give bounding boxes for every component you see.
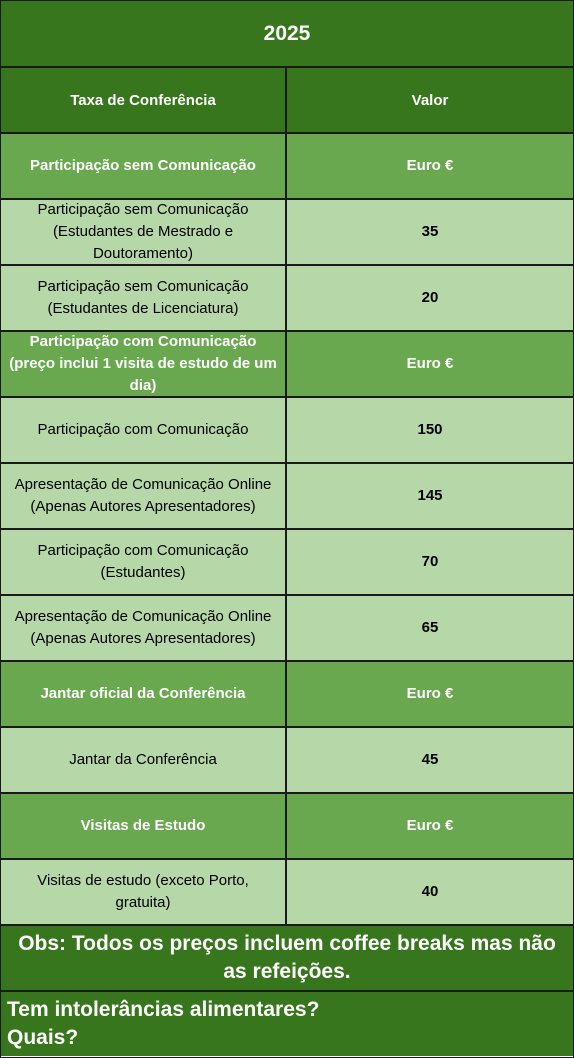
table-row xyxy=(1,398,573,464)
section-currency: Euro € xyxy=(406,685,454,702)
table-row xyxy=(1,794,573,860)
fee-value: 40 xyxy=(421,883,439,900)
year-title-row xyxy=(1,1,573,68)
table-row xyxy=(1,662,573,728)
fee-value: 150 xyxy=(417,421,443,438)
fee-label: Participação com Comunicação xyxy=(1,398,287,462)
table-row xyxy=(1,860,573,926)
section-label: Participação com Comunicação (preço inclui 1 visita de estudo de um dia) xyxy=(1,332,287,396)
header-fee: Taxa de Conferência xyxy=(1,68,287,132)
fee-value: 65 xyxy=(421,619,439,636)
fee-label: Participação com Comunicação (Estudantes) xyxy=(1,530,287,594)
header-row xyxy=(1,68,573,134)
fee-value: 35 xyxy=(421,223,439,240)
year-title: 2025 xyxy=(263,21,311,45)
fee-value: 70 xyxy=(421,553,439,570)
fee-label: Visitas de estudo (exceto Porto, gratuita) xyxy=(1,860,287,924)
table-row xyxy=(1,728,573,794)
table-row xyxy=(1,332,573,398)
fee-label: Participação sem Comunicação (Estudantes de Mestrado e Doutoramento) xyxy=(1,200,287,264)
note-row xyxy=(1,926,573,992)
table-row xyxy=(1,266,573,332)
section-label: Jantar oficial da Conferência xyxy=(1,662,287,726)
pricing-note: Obs: Todos os preços incluem coffee breaks mas não as refeições. xyxy=(18,932,556,983)
fee-label: Apresentação de Comunicação Online (Apenas Autores Apresentadores) xyxy=(1,464,287,528)
header-value: Valor xyxy=(411,91,449,109)
fee-value: 145 xyxy=(417,487,443,504)
fee-label: Apresentação de Comunicação Online (Apenas Autores Apresentadores) xyxy=(1,596,287,660)
table-row xyxy=(1,464,573,530)
fee-label: Jantar da Conferência xyxy=(1,728,287,792)
section-label: Participação sem Comunicação xyxy=(1,134,287,198)
fee-label: Participação sem Comunicação (Estudantes de Licenciatura) xyxy=(1,266,287,330)
fee-value: 45 xyxy=(421,751,439,768)
table-row xyxy=(1,530,573,596)
section-currency: Euro € xyxy=(406,355,454,372)
section-currency: Euro € xyxy=(406,817,454,834)
fee-value: 20 xyxy=(421,289,439,306)
section-label: Visitas de Estudo xyxy=(1,794,287,858)
section-currency: Euro € xyxy=(406,157,454,174)
dietary-question: Tem intolerâncias alimentares? Quais? xyxy=(7,998,320,1049)
table-row xyxy=(1,200,573,266)
table-row xyxy=(1,596,573,662)
question-row xyxy=(1,992,573,1056)
table-row xyxy=(1,134,573,200)
